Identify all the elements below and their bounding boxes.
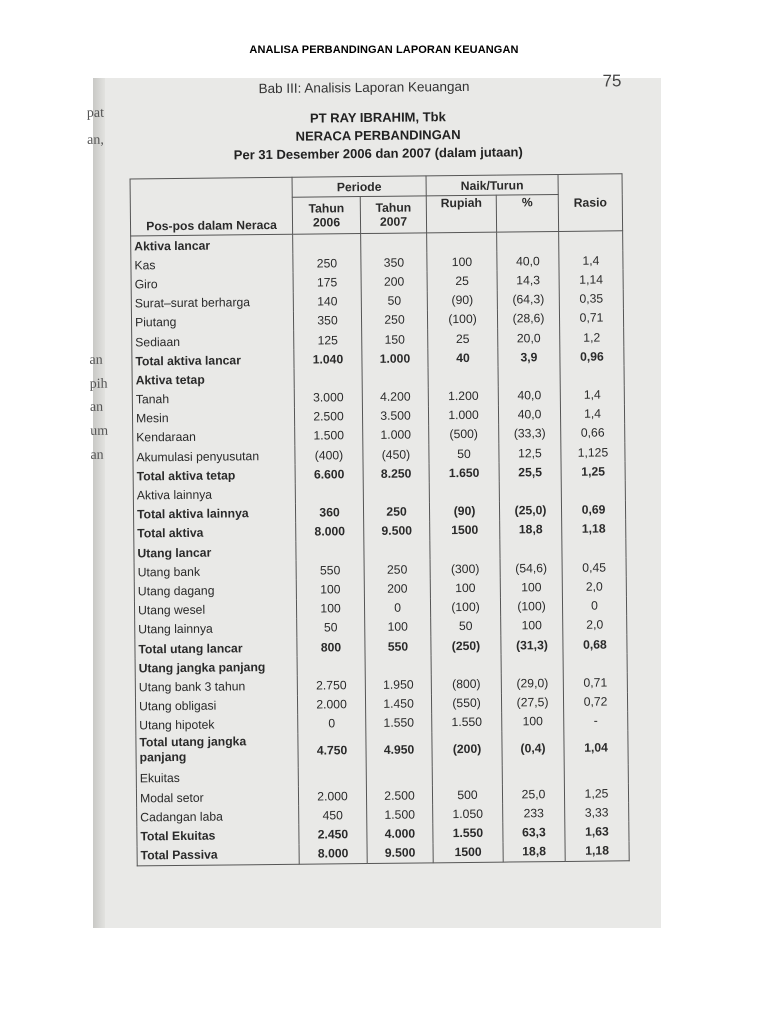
value-2006: 250	[293, 253, 361, 273]
row-label: Total Ekuitas	[137, 825, 299, 846]
value-2006	[294, 368, 362, 388]
value-2007: 150	[362, 329, 428, 349]
value-2007: 1.000	[363, 425, 429, 445]
change-rupiah: (550)	[431, 693, 501, 713]
row-label: Piutang	[131, 312, 293, 333]
value-2007: 200	[361, 272, 427, 292]
change-percent: 100	[500, 577, 562, 597]
ratio: 0	[562, 596, 626, 616]
row-label: Sediaan	[132, 331, 294, 352]
value-2006	[298, 767, 366, 787]
value-2007	[362, 368, 428, 388]
ratio: 0,35	[559, 289, 623, 309]
value-2006: 8.000	[299, 844, 367, 864]
change-percent: (25,0)	[499, 501, 561, 521]
value-2006: 3.000	[294, 388, 362, 408]
change-percent	[502, 765, 564, 785]
change-rupiah: 1.550	[433, 823, 503, 843]
margin-text-fragment: pih	[89, 376, 108, 392]
ratio: 1,14	[559, 270, 623, 290]
ratio	[562, 538, 626, 558]
change-percent: 18,8	[500, 520, 562, 540]
value-2007: 1.000	[362, 348, 428, 368]
change-percent: (31,3)	[501, 635, 563, 655]
value-2006: 2.000	[297, 695, 365, 715]
row-label: Giro	[131, 273, 293, 294]
change-rupiah: (100)	[430, 597, 500, 617]
row-label: Total aktiva tetap	[133, 465, 295, 486]
ratio	[560, 366, 624, 386]
value-2007: 250	[363, 502, 429, 522]
value-2007	[366, 766, 432, 786]
value-2007: 250	[364, 560, 430, 580]
row-label: Modal setor	[136, 787, 298, 808]
row-label: Total aktiva lainnya	[133, 503, 295, 524]
table-row	[136, 730, 628, 769]
ratio: 3,33	[565, 803, 629, 823]
row-label: Cadangan laba	[137, 806, 299, 827]
value-2006: 4.750	[298, 733, 366, 768]
change-rupiah: 1.550	[432, 712, 502, 732]
row-label: Ekuitas	[136, 768, 298, 789]
value-2006: 175	[293, 272, 361, 292]
value-2007: 4.000	[367, 824, 433, 844]
value-2006	[295, 483, 363, 503]
value-2006: 350	[293, 311, 361, 331]
row-label: Tanah	[132, 388, 294, 409]
ratio: 0,72	[563, 692, 627, 712]
row-label: Utang hipotek	[136, 714, 298, 735]
ratio: 1,2	[560, 327, 624, 347]
row-label: Utang bank	[134, 561, 296, 582]
ratio: 1,4	[560, 385, 624, 405]
ratio: 1,18	[565, 841, 629, 861]
row-label: Total aktiva	[134, 523, 296, 544]
value-2006: 2.000	[298, 786, 366, 806]
header-year-2007: Tahun 2007	[360, 196, 426, 234]
change-rupiah: (500)	[429, 424, 499, 444]
change-rupiah: (250)	[431, 636, 501, 656]
ratio: 0,96	[560, 346, 624, 366]
row-label: Total utang jangka panjang	[136, 734, 298, 770]
row-label: Utang obligasi	[135, 695, 297, 716]
value-2006: 100	[296, 599, 364, 619]
change-percent	[501, 654, 563, 674]
ratio: 2,0	[562, 577, 626, 597]
value-2006	[293, 234, 361, 254]
ratio: 0,69	[561, 500, 625, 520]
value-2006: 8.000	[296, 522, 364, 542]
value-2006: 140	[293, 292, 361, 312]
ratio: 1,18	[562, 519, 626, 539]
row-label: Mesin	[132, 407, 294, 428]
ratio: 0,71	[563, 673, 627, 693]
change-percent: 25,0	[502, 784, 564, 804]
change-rupiah: 50	[431, 616, 501, 636]
report-period: Per 31 Desember 2006 dan 2007 (dalam jutaan)	[233, 144, 523, 163]
document-title: ANALISA PERBANDINGAN LAPORAN KEUANGAN	[249, 44, 519, 56]
change-rupiah: (90)	[429, 501, 499, 521]
chapter-header: Bab III: Analisis Laporan Keuangan	[258, 78, 470, 97]
header-ratio: Rasio	[558, 174, 623, 232]
value-2007: 4.950	[366, 732, 432, 767]
change-percent: (28,6)	[497, 309, 559, 329]
header-change: Naik/Turun	[426, 174, 558, 195]
row-label: Aktiva lancar	[131, 234, 293, 255]
change-rupiah: 100	[430, 578, 500, 598]
ratio	[561, 481, 625, 501]
value-2007: 9.500	[367, 843, 433, 863]
change-percent: (100)	[500, 597, 562, 617]
value-2006: 550	[296, 560, 364, 580]
change-percent	[497, 231, 559, 251]
value-2007	[361, 233, 427, 253]
change-percent: 14,3	[497, 270, 559, 290]
value-2007: 250	[361, 310, 427, 330]
change-percent: 25,5	[499, 462, 561, 482]
change-rupiah	[428, 367, 498, 387]
ratio	[564, 764, 628, 784]
value-2006: 100	[296, 579, 364, 599]
value-2006: 2.500	[294, 407, 362, 427]
page-number: 75	[602, 71, 622, 91]
ratio: 1,25	[561, 462, 625, 482]
change-percent: (0,4)	[502, 731, 564, 766]
ratio: -	[564, 711, 628, 731]
change-rupiah	[430, 540, 500, 560]
change-rupiah	[432, 765, 502, 785]
value-2007: 50	[361, 291, 427, 311]
change-rupiah: 40	[428, 348, 498, 368]
value-2007: 1.450	[365, 694, 431, 714]
margin-text-fragment: an,	[87, 132, 104, 148]
value-2006	[297, 656, 365, 676]
margin-text-fragment: um	[90, 423, 109, 439]
change-rupiah	[429, 482, 499, 502]
report-title: NERACA PERBANDINGAN	[295, 127, 461, 144]
row-label: Kendaraan	[133, 427, 295, 448]
margin-text-fragment: an	[90, 447, 104, 463]
change-percent: 20,0	[498, 328, 560, 348]
row-label: Aktiva tetap	[132, 369, 294, 390]
ratio: 0,68	[563, 634, 627, 654]
row-label: Utang bank 3 tahun	[135, 676, 297, 697]
row-label: Utang lainnya	[135, 618, 297, 639]
row-label: Total aktiva lancar	[132, 350, 294, 371]
book-page-photo	[86, 71, 661, 928]
value-2006: 450	[299, 805, 367, 825]
ratio: 0,45	[562, 557, 626, 577]
value-2006: 125	[294, 330, 362, 350]
change-rupiah: 1.650	[429, 463, 499, 483]
row-label: Utang wesel	[134, 599, 296, 620]
header-year-2006: Tahun 2006	[292, 197, 360, 235]
change-percent: 12,5	[499, 443, 561, 463]
change-rupiah: (100)	[427, 309, 497, 329]
change-rupiah: 1.200	[428, 386, 498, 406]
value-2007: 2.500	[366, 785, 432, 805]
row-label: Akumulasi penyusutan	[133, 446, 295, 467]
change-percent: (54,6)	[500, 558, 562, 578]
value-2007: 1.500	[367, 805, 433, 825]
change-percent	[499, 481, 561, 501]
value-2007: 4.200	[362, 387, 428, 407]
company-name: PT RAY IBRAHIM, Tbk	[309, 109, 446, 126]
change-percent: 40,0	[497, 251, 559, 271]
value-2007	[365, 655, 431, 675]
ratio: 2,0	[563, 615, 627, 635]
header-item: Pos-pos dalam Neraca	[130, 177, 293, 236]
value-2007: 100	[365, 617, 431, 637]
book-page	[83, 71, 672, 941]
change-percent: 100	[502, 712, 564, 732]
change-rupiah: 1.000	[428, 405, 498, 425]
ratio: 0,66	[561, 423, 625, 443]
change-percent: 233	[503, 803, 565, 823]
change-percent: (27,5)	[501, 692, 563, 712]
change-percent: (64,3)	[497, 290, 559, 310]
value-2007: 200	[364, 579, 430, 599]
value-2006: 6.600	[295, 464, 363, 484]
change-rupiah: 25	[428, 329, 498, 349]
value-2006: 2.750	[297, 675, 365, 695]
change-rupiah: 25	[427, 271, 497, 291]
value-2007: 3.500	[362, 406, 428, 426]
value-2006: 2.450	[299, 824, 367, 844]
change-rupiah: 100	[427, 252, 497, 272]
ratio: 1,04	[564, 730, 628, 765]
ratio: 1,25	[564, 783, 628, 803]
change-percent: 40,0	[498, 405, 560, 425]
row-label: Aktiva lainnya	[133, 484, 295, 505]
change-percent	[498, 366, 560, 386]
change-rupiah: 1500	[433, 842, 503, 862]
header-periode: Periode	[292, 176, 426, 197]
header-percent: %	[496, 194, 558, 232]
change-percent: 63,3	[503, 822, 565, 842]
value-2007	[363, 483, 429, 503]
value-2007	[364, 540, 430, 560]
change-percent: 3,9	[498, 347, 560, 367]
value-2007: (450)	[363, 444, 429, 464]
change-percent: 40,0	[498, 385, 560, 405]
row-label: Kas	[131, 254, 293, 275]
ratio	[563, 653, 627, 673]
change-rupiah: (300)	[430, 559, 500, 579]
value-2007: 1.950	[365, 675, 431, 695]
change-rupiah	[431, 655, 501, 675]
table-row	[137, 841, 629, 866]
change-percent: (29,0)	[501, 673, 563, 693]
ratio: 1,4	[559, 250, 623, 270]
margin-text-fragment: an	[89, 399, 104, 415]
value-2006: 50	[297, 618, 365, 638]
margin-text-fragment: pat	[86, 105, 105, 121]
change-rupiah: (200)	[432, 731, 502, 766]
row-label: Total Passiva	[137, 844, 299, 865]
value-2006: (400)	[295, 445, 363, 465]
value-2007: 9.500	[364, 521, 430, 541]
row-label: Utang dagang	[134, 580, 296, 601]
change-rupiah: (90)	[427, 290, 497, 310]
row-label: Utang jangka panjang	[135, 657, 297, 678]
row-label: Utang lancar	[134, 542, 296, 563]
value-2007: 1.550	[366, 713, 432, 733]
change-percent: 100	[501, 616, 563, 636]
value-2006: 0	[298, 714, 366, 734]
value-2007: 550	[365, 636, 431, 656]
value-2007: 350	[361, 253, 427, 273]
ratio: 1,63	[565, 822, 629, 842]
value-2007: 0	[364, 598, 430, 618]
change-rupiah: 50	[429, 444, 499, 464]
change-percent	[500, 539, 562, 559]
margin-text-fragment: an	[89, 352, 103, 368]
change-percent: (33,3)	[499, 424, 561, 444]
change-percent: 18,8	[503, 842, 565, 862]
value-2006: 1.040	[294, 349, 362, 369]
change-rupiah: 1.050	[433, 804, 503, 824]
row-label: Surat–surat berharga	[131, 292, 293, 313]
ratio: 1,4	[560, 404, 624, 424]
value-2007: 8.250	[363, 464, 429, 484]
ratio	[559, 231, 623, 251]
value-2006	[296, 541, 364, 561]
change-rupiah: 500	[432, 785, 502, 805]
value-2006: 1.500	[295, 426, 363, 446]
ratio: 0,71	[559, 308, 623, 328]
change-rupiah	[427, 232, 497, 252]
row-label: Total utang lancar	[135, 638, 297, 659]
balance-sheet-table	[130, 173, 630, 866]
change-rupiah: (800)	[431, 674, 501, 694]
value-2006: 800	[297, 637, 365, 657]
ratio: 1,125	[561, 442, 625, 462]
header-rupiah: Rupiah	[426, 195, 496, 233]
change-rupiah: 1500	[430, 520, 500, 540]
value-2006: 360	[295, 503, 363, 523]
